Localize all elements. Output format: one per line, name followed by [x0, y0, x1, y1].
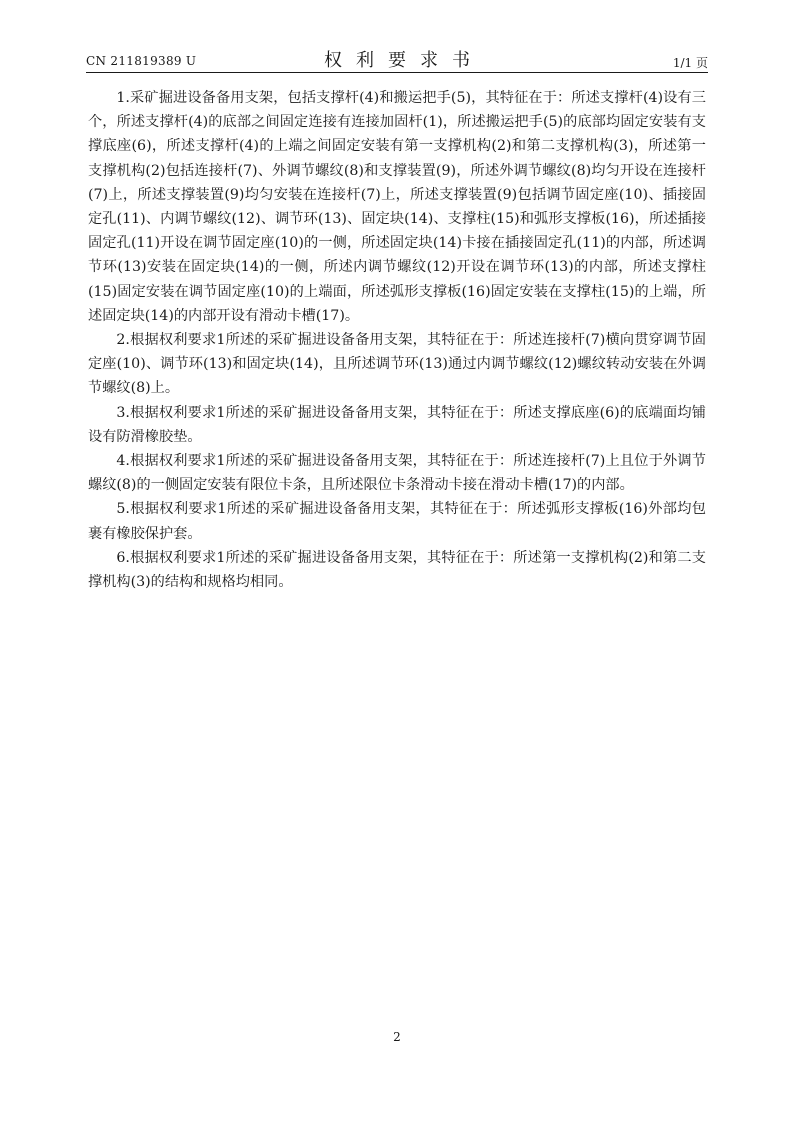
claim-1: 1.采矿掘进设备备用支架，包括支撑杆(4)和搬运把手(5)，其特征在于：所述支撑杆(4)设有三个，所述支撑杆(4)的底部之间固定连接有连接加固杆(1)，所述搬运把手(5)的底部均固定安装有支撑底座(6)，所述支撑杆(4)的上端之间固定安装有第一支撑机构(2)和第二支撑机构(3)，所述第一支撑机构(2)包括连接杆(7)、外调节螺纹(8)和支撑装置(9)，所述外调节螺纹(8)均匀开设在连接杆(7)上，所述支撑装置(9)均匀安装在连接杆(7)上，所述支撑装置(9)包括调节固定座(10)、插接固定孔(11)、内调节螺纹(12)、调节环(13)、固定块(14)、支撑柱(15)和弧形支撑板(16)，所述插接固定孔(11)开设在调节固定座(10)的一侧，所述固定块(14)卡接在插接固定孔(11)的内部，所述调节环(13)安装在固定块(14)的一侧，所述内调节螺纹(12)开设在调节环(13)的内部，所述支撑柱(15)固定安装在调节固定座(10)的上端面，所述弧形支撑板(16)固定安装在支撑柱(15)的上端，所述固定块(14)的内部开设有滑动卡槽(17)。 [88, 90, 706, 324]
claim-6: 6.根据权利要求1所述的采矿掘进设备备用支架，其特征在于：所述第一支撑机构(2)和第二支撑机构(3)的结构和规格均相同。 [88, 549, 706, 591]
page-count: 1/1 页 [672, 56, 708, 70]
claim-3: 3.根据权利要求1所述的采矿掘进设备备用支架，其特征在于：所述支撑底座(6)的底端面均铺设有防滑橡胶垫。 [88, 404, 706, 445]
header-rule [86, 72, 708, 73]
page-number: 2 [393, 1030, 401, 1044]
claim-5: 5.根据权利要求1所述的采矿掘进设备备用支架，其特征在于：所述弧形支撑板(16)外部均包裹有橡胶保护套。 [88, 501, 706, 542]
claim-2: 2.根据权利要求1所述的采矿掘进设备备用支架，其特征在于：所述连接杆(7)横向贯穿调节固定座(10)、调节环(13)和固定块(14)，且所述调节环(13)通过内调节螺纹(12)螺纹转动安装在外调节螺纹(8)上。 [88, 332, 706, 397]
page-header [86, 44, 708, 72]
publication-number: CN 211819389 U [86, 54, 197, 68]
claims-body [88, 86, 706, 594]
document-title: 权利要求书 [324, 50, 484, 71]
claim-4: 4.根据权利要求1所述的采矿掘进设备备用支架，其特征在于：所述连接杆(7)上且位于外调节螺纹(8)的一侧固定安装有限位卡条，且所述限位卡条滑动卡接在滑动卡槽(17)的内部。 [88, 453, 706, 494]
